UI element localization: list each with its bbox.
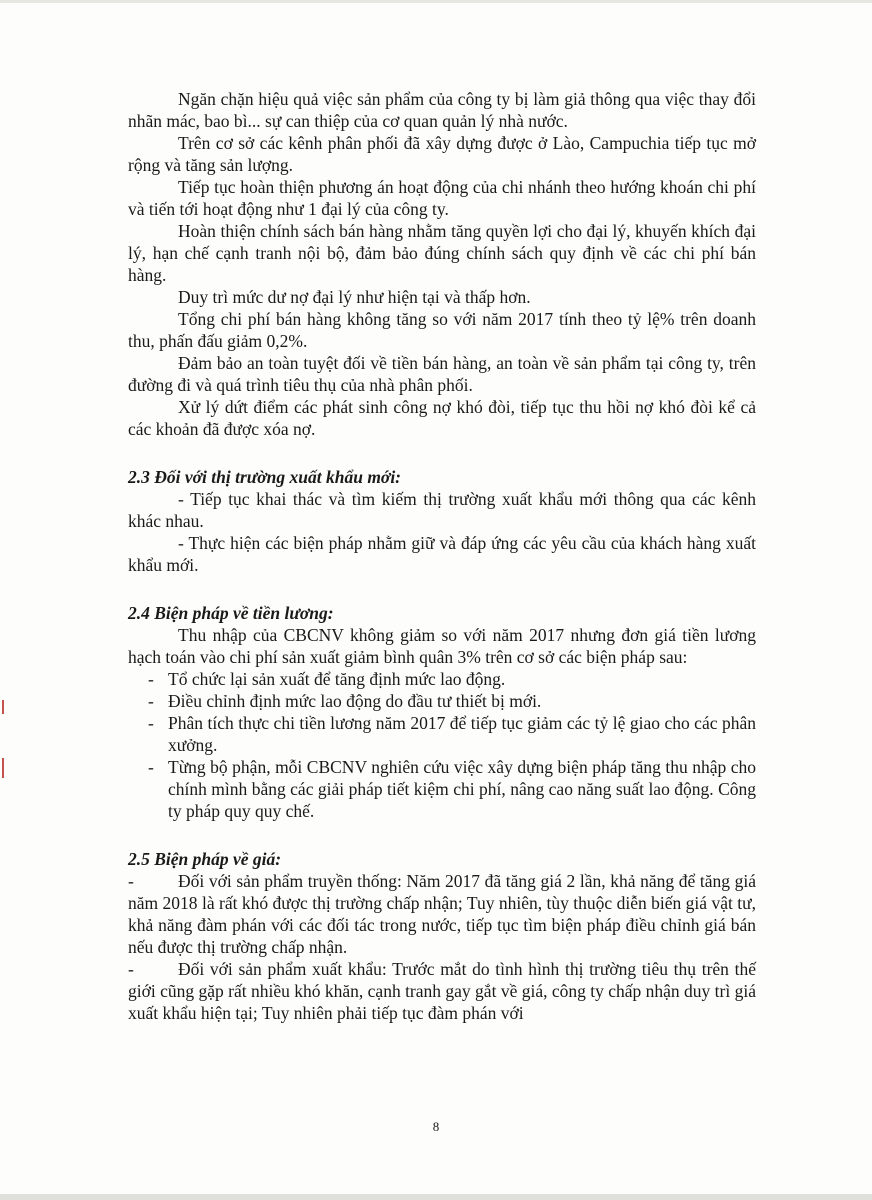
- paragraph: - Đối với sản phẩm truyền thống: Năm 2017 đã tăng giá 2 lần, khả năng để tăng giá năm 2018 là rất khó được thị trường chấp nhận; Tuy nhiên, tùy thuộc diễn biến giá vật tư, khả năng đàm phán với các đối tác trong nước, tiếp tục tìm biện pháp điều chỉnh giá bán nếu được thị trường chấp nhận.: [128, 871, 756, 957]
- list-item: - Điều chỉnh định mức lao động do đầu tư thiết bị mới.: [148, 691, 542, 711]
- paragraph: Hoàn thiện chính sách bán hàng nhằm tăng quyền lợi cho đại lý, khuyến khích đại lý, hạn chế cạnh tranh nội bộ, đảm bảo đúng chính sách quy định về các chi phí bán hàng.: [128, 221, 756, 285]
- section-heading-2-3: 2.3 Đối với thị trường xuất khẩu mới:: [128, 467, 402, 487]
- page-content: [128, 88, 756, 1024]
- paragraph: Đảm bảo an toàn tuyệt đối về tiền bán hàng, an toàn về sản phẩm tại công ty, trên đường đi và quá trình tiêu thụ của nhà phân phối.: [128, 353, 756, 395]
- dash-bullet: -: [128, 959, 134, 979]
- margin-mark: [2, 700, 4, 714]
- paragraph: Ngăn chặn hiệu quả việc sản phẩm của công ty bị làm giả thông qua việc thay đổi nhãn mác, bao bì... sự can thiệp của cơ quan quản lý nhà nước.: [128, 89, 756, 131]
- paragraph: - Đối với sản phẩm xuất khẩu: Trước mắt do tình hình thị trường tiêu thụ trên thế giới cũng gặp rất nhiều khó khăn, cạnh tranh gay gắt về giá, công ty chấp nhận duy trì giá xuất khẩu hiện tại; Tuy nhiên phải tiếp tục đàm phán với: [128, 959, 756, 1023]
- section-heading-2-5: 2.5 Biện pháp về giá:: [128, 849, 282, 869]
- page-number: 8: [432, 1119, 440, 1134]
- paragraph: Xử lý dứt điểm các phát sinh công nợ khó đòi, tiếp tục thu hồi nợ khó đòi kể cả các khoản đã được xóa nợ.: [128, 397, 756, 439]
- bullet-list: [128, 668, 756, 822]
- paragraph: - Thực hiện các biện pháp nhằm giữ và đáp ứng các yêu cầu của khách hàng xuất khẩu mới.: [128, 533, 756, 575]
- paragraph: Trên cơ sở các kênh phân phối đã xây dựng được ở Lào, Campuchia tiếp tục mở rộng và tăng sản lượng.: [128, 133, 756, 175]
- dash-bullet: -: [148, 691, 154, 711]
- paragraph: Tiếp tục hoàn thiện phương án hoạt động của chi nhánh theo hướng khoán chi phí và tiến tới hoạt động như 1 đại lý của công ty.: [128, 177, 756, 219]
- scan-bottom-edge: [0, 1194, 872, 1200]
- section-heading-2-4: 2.4 Biện pháp về tiền lương:: [128, 603, 334, 623]
- dash-bullet: -: [148, 757, 154, 777]
- dash-bullet: -: [148, 669, 154, 689]
- dash-bullet: -: [148, 713, 154, 733]
- margin-mark: [2, 758, 4, 778]
- list-item: - Phân tích thực chi tiền lương năm 2017 để tiếp tục giảm các tỷ lệ giao cho các phân xưởng.: [148, 713, 756, 755]
- dash-bullet: -: [128, 871, 134, 891]
- paragraph: Thu nhập của CBCNV không giảm so với năm 2017 nhưng đơn giá tiền lương hạch toán vào chi phí sản xuất giảm bình quân 3% trên cơ sở các biện pháp sau:: [128, 625, 756, 667]
- paragraph: Duy trì mức dư nợ đại lý như hiện tại và thấp hơn.: [178, 287, 531, 307]
- scan-top-edge: [0, 0, 872, 3]
- paragraph: - Tiếp tục khai thác và tìm kiếm thị trường xuất khẩu mới thông qua các kênh khác nhau.: [128, 489, 756, 531]
- list-item: - Tổ chức lại sản xuất để tăng định mức lao động.: [148, 669, 506, 689]
- paragraph: Tổng chi phí bán hàng không tăng so với năm 2017 tính theo tỷ lệ% trên doanh thu, phấn đấu giảm 0,2%.: [128, 309, 756, 351]
- list-item: - Từng bộ phận, mỗi CBCNV nghiên cứu việc xây dựng biện pháp tăng thu nhập cho chính mình bằng các giải pháp tiết kiệm chi phí, nâng cao năng suất lao động. Công ty pháp quy quy chế.: [148, 757, 756, 821]
